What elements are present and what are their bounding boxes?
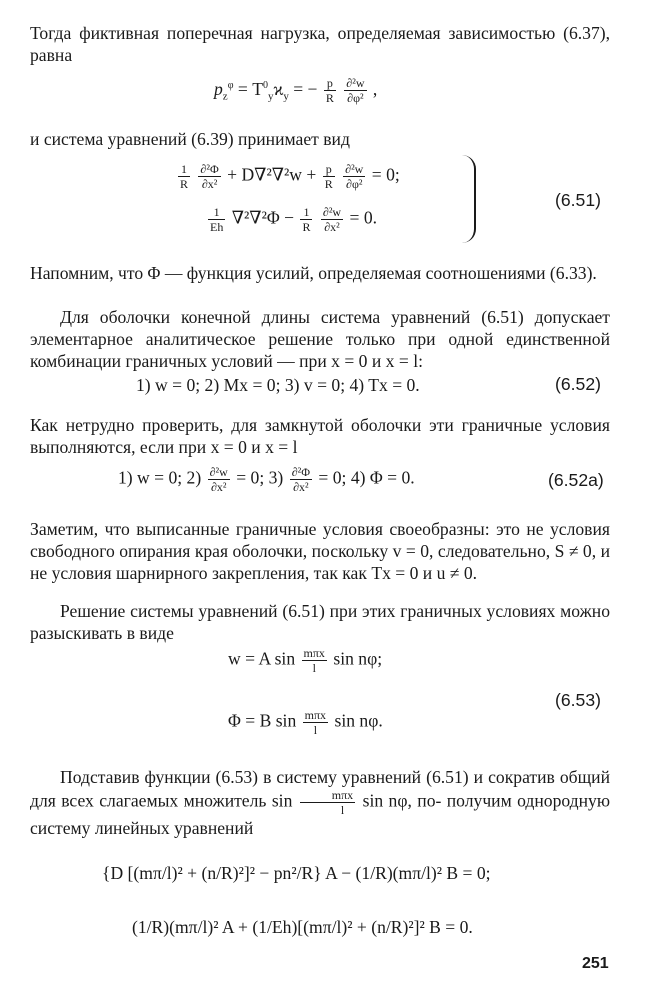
paragraph-fictitious-load: Тогда фиктивная поперечная нагрузка, определяемая зависимостью (6.37), равна [30, 23, 610, 65]
equation-boundary-conditions-1: 1) w = 0; 2) Mx = 0; 3) v = 0; 4) Tx = 0. [136, 375, 420, 395]
equation-number-6-51: (6.51) [555, 190, 601, 210]
equation-number-6-52: (6.52) [555, 374, 601, 394]
equation-fictitious-load: $p_z^\varphi = T^0_yϰ_y$ = − $\frac{p}{R}$ $\frac{\text{∂²w}}{\text{∂φ²}}$ , [214, 76, 378, 106]
paragraph-recall-phi: Напомним, что Φ — функция усилий, определяемая соотношениями (6.33). [30, 263, 597, 283]
eq-load-lhs: p [214, 78, 223, 99]
equation-homogeneous-1: {D [(mπ/l)² + (n/R)²]² − pn²/R} A − (1/R)(mπ/l)² B = 0; [102, 863, 491, 883]
paragraph-boundary-remark: Заметим, что выписанные граничные условия своеобразны: это не условия свободного опирания края оболочки, поскольку v = 0, следовательно, S ≠ 0, и не условия шарнирного закрепления, так как Tx = 0 и u ≠ 0. [30, 519, 610, 583]
paragraph-solution-form: Решение системы уравнений (6.51) при этих граничных условиях можно разыскивать в виде [30, 601, 610, 643]
equation-system-line-1: $\frac{1}{R}$ $\frac{\text{∂²Φ}}{\text{∂x²}}$ + D∇²∇²w + $\frac{p}{R}$ $\frac{\text{∂²w}}{\text{∂φ²}}$ = 0; [180, 162, 400, 191]
eq-load-kappa: ϰ [273, 78, 284, 99]
fraction-p-over-r: $\frac{p}{R}$ [325, 76, 334, 106]
equation-solution-w: w = A sin $\frac{\text{mπx}}{l}$ sin nφ; [228, 646, 383, 675]
equation-system-line-2: $\frac{1}{Eh}$ ∇²∇²Φ − $\frac{1}{R}$ $\frac{\text{∂²w}}{\text{∂x²}}$ = 0. [210, 205, 378, 234]
equation-solution-phi: Φ = B sin $\frac{\text{mπx}}{l}$ sin nφ. [228, 708, 383, 737]
eq-load-mid: = T [237, 78, 263, 99]
paragraph-closed-shell: Как нетрудно проверить, для замкнутой оболочки эти граничные условия выполняются, если при x = 0 и x = l [30, 415, 610, 457]
equation-number-6-52a: (6.52a) [548, 470, 604, 490]
equation-boundary-conditions-2: 1) w = 0; 2) $\frac{\text{∂²w}}{\text{∂x²}}$ = 0; 3) $\frac{\text{∂²Φ}}{\text{∂x²}}$ = 0; 4) Φ = 0. [118, 465, 415, 494]
paragraph-substitution: Подставив функции (6.53) в систему уравнений (6.51) и сократив общий для всех слагаемых множитель sin $\frac{\text{mπx}}{l}$ sin nφ, по- получим однородную систему линейных уравнений [30, 767, 610, 838]
paragraph-finite-length: Для оболочки конечной длины система уравнений (6.51) допускает элементарное аналитическое решение только при одной единственной комбинации граничных условий — при x = 0 и x = l: [30, 307, 610, 371]
equation-number-6-53: (6.53) [555, 690, 601, 710]
system-brace [462, 155, 476, 243]
fraction-d2w-dphi2: $\frac{\text{∂²w}}{\text{∂φ²}}$ [346, 76, 365, 106]
paragraph-system-form: и система уравнений (6.39) принимает вид [30, 129, 350, 149]
eq-load-eq2: = − [293, 78, 318, 99]
equation-homogeneous-2: (1/R)(mπ/l)² A + (1/Eh)[(mπ/l)² + (n/R)²]² B = 0. [132, 917, 473, 937]
page-number: 251 [582, 955, 609, 972]
